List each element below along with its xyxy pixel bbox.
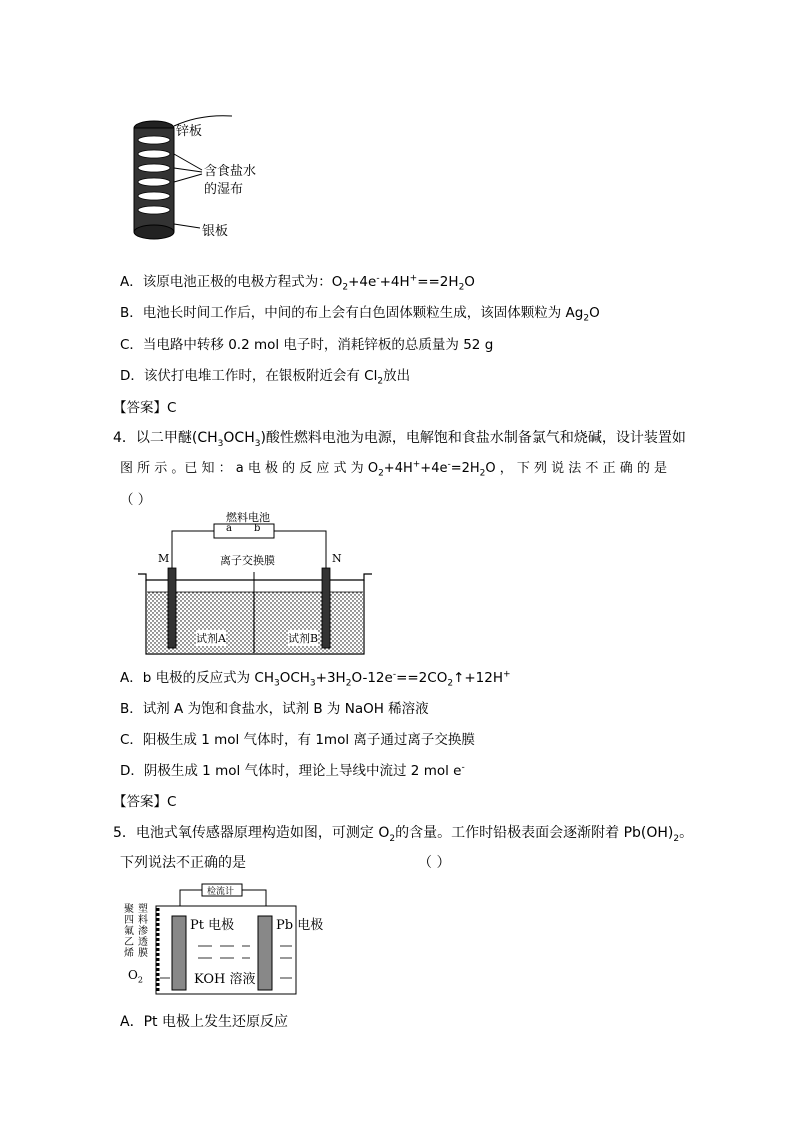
q5-stem-paren: （ ） [418, 855, 451, 871]
sup: + [409, 273, 418, 284]
sup: - [392, 669, 397, 680]
pt-electrode-label: Pt 电极 [190, 918, 235, 933]
text: =2H [450, 461, 480, 476]
text: O ， 下 列 说 法 不 正 确 的 是 [485, 461, 667, 476]
text: +4e [348, 274, 377, 290]
sub: 3 [309, 678, 316, 689]
text: OCH [223, 430, 255, 446]
q4-option-d [120, 759, 465, 779]
sub: 2 [378, 468, 384, 479]
electrode-n-label: N [332, 552, 342, 565]
text: O [589, 305, 600, 321]
membrane-char: 料 [138, 915, 148, 926]
label-silver-plate: 银板 [202, 224, 229, 239]
text: 图 所 示 。已 知 ： a 电 极 的 反 应 式 为 O [120, 461, 379, 476]
q3-option-d [120, 364, 410, 387]
text: )酸性燃料电池为电源，电解饱和食盐水制备氯气和烧碱，设计装置如 [260, 430, 686, 446]
membrane-char: 氟 [124, 926, 134, 937]
q5-stem-line-2: 下列说法不正确的是 [120, 855, 246, 871]
q5-stem-line-1 [113, 822, 693, 844]
sub: 3 [254, 438, 261, 449]
text: 4．以二甲醚(CH [113, 430, 218, 446]
sub: 3 [273, 678, 280, 689]
sup: + [503, 669, 511, 680]
galvanometer-label: 检流计 [207, 887, 235, 897]
fuel-cell-label: 燃料电池 [226, 511, 270, 524]
membrane-char: 烯 [124, 948, 134, 959]
o2-sub: 2 [137, 975, 143, 985]
label-salt-cloth-2: 的湿布 [204, 182, 244, 197]
text: ==2CO [396, 670, 448, 686]
q4-answer: 【答案】C [113, 794, 177, 810]
membrane-label-col-1 [124, 904, 136, 959]
text: B．电池长时间工作后，中间的布上会有白色固体颗粒生成，该固体颗粒为 Ag [120, 305, 584, 321]
text: ↑+12H [453, 670, 504, 686]
reagent-b-label: 试剂B [288, 632, 319, 645]
label-salt-cloth-1: 含食盐水 [204, 164, 257, 179]
q5-option-a: A．Pt 电极上发生还原反应 [120, 1014, 288, 1030]
text: +4H [379, 274, 410, 290]
pb-electrode-label: Pb 电极 [276, 918, 324, 933]
q4-stem-line-2 [120, 457, 667, 479]
o2-text: O [128, 968, 138, 982]
text: O-12e [351, 670, 393, 686]
q3-option-a [120, 270, 475, 293]
text: OCH [279, 670, 310, 686]
label-zinc-plate: 锌板 [176, 124, 203, 139]
q3-answer: 【答案】C [113, 400, 177, 416]
text: +4e [420, 461, 448, 476]
membrane-char: 乙 [124, 937, 134, 948]
membrane-char: 透 [138, 937, 148, 948]
text: A．b 电极的反应式为 CH [120, 670, 274, 686]
text: O [464, 274, 475, 290]
membrane-label: 离子交换膜 [220, 554, 275, 567]
text: D．阴极生成 1 mol 气体时，理论上导线中流过 2 mol e [120, 763, 462, 779]
membrane-char: 膜 [138, 948, 148, 959]
sub: 2 [673, 833, 680, 844]
text: ==2H [417, 274, 459, 290]
sub: 2 [389, 833, 396, 844]
q4-option-b: B．试剂 A 为饱和食盐水，试剂 B 为 NaOH 稀溶液 [120, 701, 429, 717]
reagent-a-label: 试剂A [196, 632, 226, 645]
text: +4H [383, 461, 413, 476]
koh-solution-label: KOH 溶液 [194, 972, 256, 987]
sub: 2 [447, 678, 454, 689]
q3-option-c: C．当电路中转移 0.2 mol 电子时，消耗锌板的总质量为 52 g [120, 337, 494, 353]
sub: 2 [345, 678, 352, 689]
sub: 2 [342, 282, 349, 293]
sup: + [412, 459, 421, 470]
sub: 2 [479, 468, 486, 479]
oxygen-sensor-figure [120, 880, 330, 1000]
q4-option-c: C．阳极生成 1 mol 气体时，有 1mol 离子通过离子交换膜 [120, 732, 475, 748]
electrolysis-figure [136, 512, 376, 658]
text: 的含量。工作时铅极表面会逐渐附着 Pb(OH) [395, 825, 674, 841]
o2-label [128, 968, 143, 984]
electrode-b-label: b [254, 523, 261, 534]
q4-stem-line-3: （ ） [120, 492, 152, 508]
text: 5．电池式氧传感器原理构造如图，可测定 O [113, 825, 390, 841]
membrane-char: 塑 [138, 904, 148, 915]
sub: 2 [458, 282, 465, 293]
sup: - [461, 762, 465, 773]
membrane-char: 聚 [124, 904, 134, 915]
membrane-label-col-2 [138, 904, 150, 959]
text: +3H [315, 670, 346, 686]
sup: - [376, 273, 380, 284]
q3-option-b [120, 301, 600, 324]
q4-stem-line-1 [113, 427, 686, 449]
electrode-a-label: a [226, 523, 232, 534]
voltaic-pile-figure [120, 104, 270, 246]
q4-option-a [120, 666, 511, 689]
sub: 3 [217, 438, 224, 449]
text: A．该原电池正极的电极方程式为：O [120, 274, 343, 290]
text: 放出 [383, 368, 411, 384]
membrane-char: 渗 [138, 926, 148, 937]
text: 。 [679, 825, 694, 841]
sub: 2 [377, 376, 384, 387]
membrane-char: 四 [124, 915, 134, 926]
text: D．该伏打电堆工作时，在银板附近会有 Cl [120, 368, 378, 384]
sup: - [447, 459, 451, 470]
electrode-m-label: M [158, 552, 170, 565]
sub: 2 [583, 313, 590, 324]
